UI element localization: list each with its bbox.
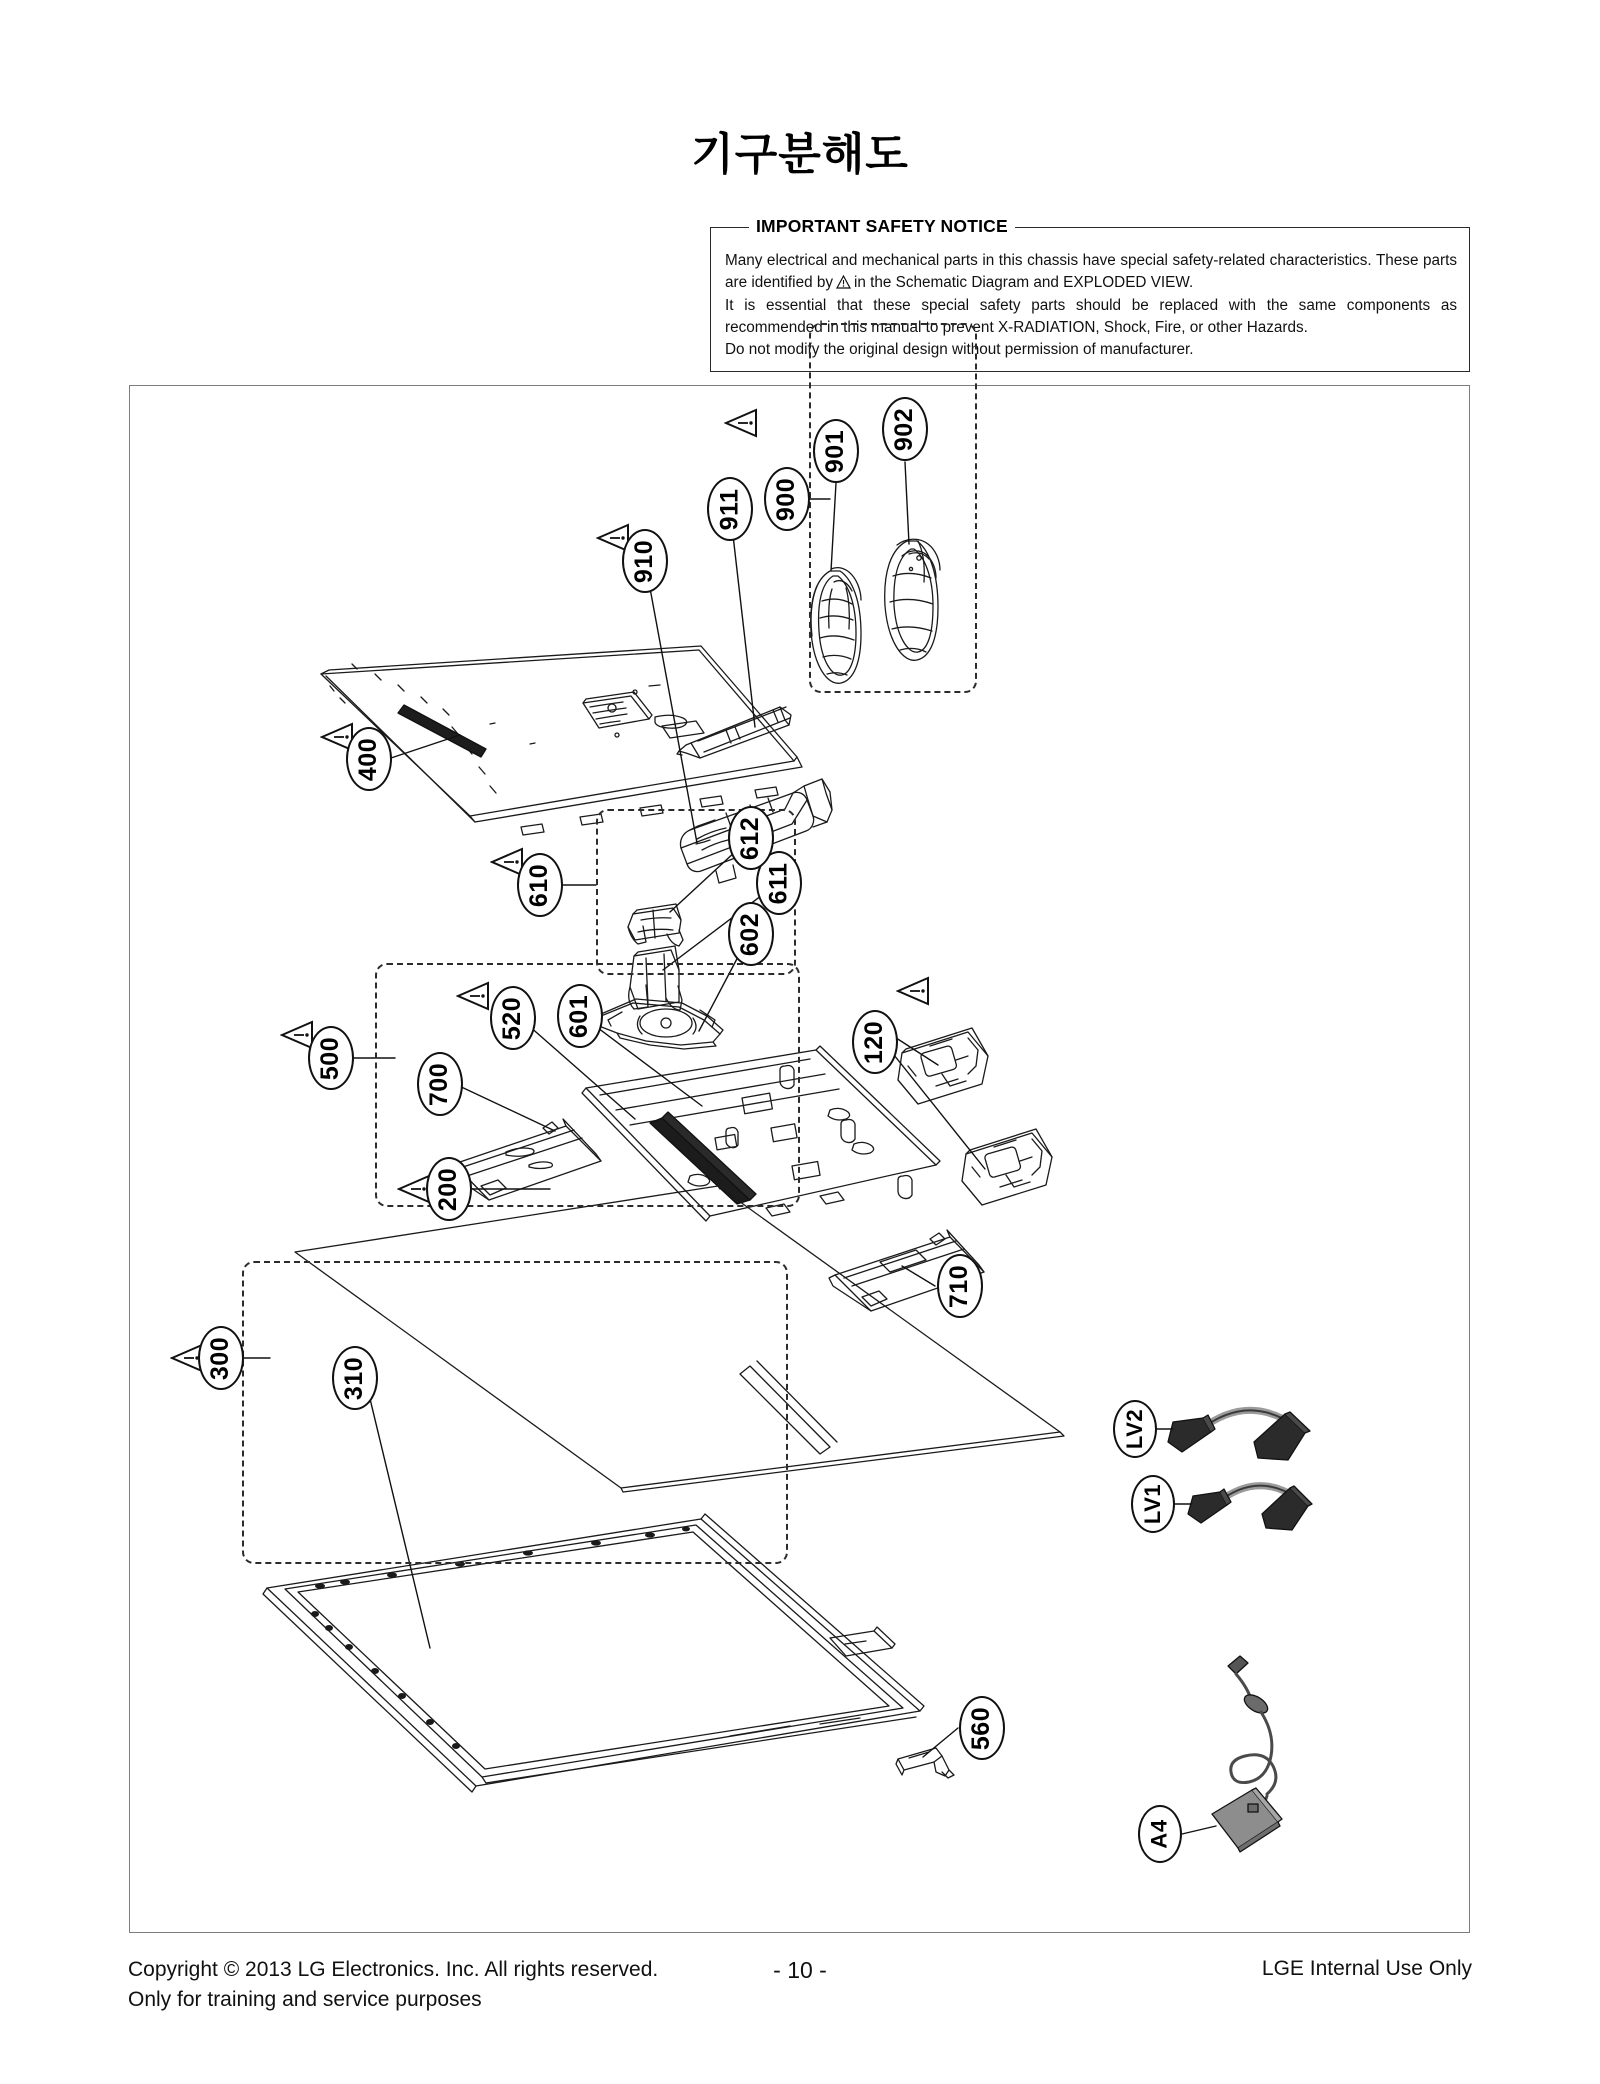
callout-lv1-label: LV1 — [1140, 1483, 1165, 1525]
callout-400[interactable] — [346, 727, 392, 791]
exploded-view-drawing — [130, 386, 1471, 1934]
page-footer — [0, 1955, 1600, 2045]
callout-lv1[interactable] — [1131, 1475, 1175, 1533]
copyright-line-1: Copyright © 2013 LG Electronics. Inc. All rights reserved. — [128, 1958, 659, 1981]
callout-611-label: 611 — [764, 862, 793, 904]
callout-560[interactable] — [959, 1696, 1005, 1760]
callout-910-label: 910 — [630, 539, 659, 583]
callout-901[interactable] — [813, 419, 859, 483]
callout-a4-label: A4 — [1147, 1819, 1172, 1849]
page-number: - 10 - — [773, 1957, 827, 1983]
callout-400-label: 400 — [354, 737, 383, 781]
callout-120-label: 120 — [860, 1020, 889, 1064]
callout-900[interactable] — [764, 467, 810, 531]
warning-triangle-icon-120 — [896, 976, 930, 1006]
callout-911-label: 911 — [715, 488, 744, 530]
callout-601-label: 601 — [565, 994, 594, 1038]
callout-601[interactable] — [557, 984, 603, 1048]
stylus-911-art — [677, 707, 791, 758]
safety-notice-paragraph-3: Do not modify the original design without permission of manufacturer. — [725, 340, 1194, 358]
speaker-120-upper-art — [898, 1028, 988, 1104]
callout-520[interactable] — [490, 986, 536, 1050]
warning-triangle-icon-900 — [724, 408, 758, 438]
callout-901-label: 901 — [821, 429, 850, 473]
callout-120[interactable] — [852, 1010, 898, 1074]
callout-560-label: 560 — [967, 1706, 996, 1750]
speaker-120-lower-art — [962, 1129, 1052, 1205]
callout-911[interactable] — [707, 477, 753, 541]
internal-use-note: LGE Internal Use Only — [1261, 1957, 1472, 1980]
safety-notice-paragraph-2: It is essential that these special safety parts should be replaced with the same components as recommended in this manual to prevent X-RADIATION, Shock, Fire, or other Hazards. — [725, 297, 1457, 337]
safety-notice-legend: IMPORTANT SAFETY NOTICE — [749, 216, 1015, 237]
safety-notice-line1b: in the Schematic Diagram and EXPLODED VIEW. — [854, 273, 1194, 291]
safety-notice-line1a: Many electrical and mechanical parts in this chassis have special safety-related characteristics. These parts are identified by — [725, 252, 1457, 291]
callout-700-label: 700 — [425, 1062, 454, 1106]
callout-710-label: 710 — [945, 1264, 974, 1308]
page-title: 기구분해도 — [691, 129, 909, 180]
callout-a4[interactable] — [1138, 1805, 1182, 1863]
callout-310[interactable] — [332, 1346, 378, 1410]
callout-612-label: 612 — [736, 816, 765, 860]
callout-910[interactable] — [622, 529, 668, 593]
callout-602-label: 602 — [736, 912, 765, 956]
callout-300-label: 300 — [206, 1336, 235, 1380]
callout-700[interactable] — [417, 1052, 463, 1116]
callout-300[interactable] — [198, 1326, 244, 1390]
callout-200[interactable] — [426, 1157, 472, 1221]
callout-200-label: 200 — [434, 1167, 463, 1211]
group-box-300 — [242, 1261, 788, 1564]
callout-902[interactable] — [882, 397, 928, 461]
callout-612[interactable] — [728, 806, 774, 870]
callout-602[interactable] — [728, 902, 774, 966]
callout-lv2[interactable] — [1113, 1400, 1157, 1458]
callout-710[interactable] — [937, 1254, 983, 1318]
callout-500[interactable] — [308, 1026, 354, 1090]
callout-lv2-label: LV2 — [1122, 1408, 1147, 1450]
power-adapter-a4-art — [1212, 1656, 1282, 1852]
group-box-900 — [809, 323, 977, 693]
callout-610[interactable] — [517, 853, 563, 917]
copyright-line-2: Only for training and service purposes — [128, 1987, 482, 2011]
callout-610-label: 610 — [525, 863, 554, 907]
callout-902-label: 902 — [890, 407, 919, 451]
callout-520-label: 520 — [498, 996, 527, 1040]
callout-900-label: 900 — [772, 477, 801, 521]
callout-500-label: 500 — [316, 1036, 345, 1080]
cable-lv1-art — [1188, 1486, 1312, 1530]
warning-triangle-icon-520 — [456, 981, 490, 1011]
warning-triangle-icon — [836, 274, 851, 296]
callout-310-label: 310 — [340, 1356, 369, 1400]
cable-lv2-art — [1168, 1410, 1310, 1460]
latch-560-art — [896, 1748, 954, 1778]
safety-notice-paragraph-1 — [725, 250, 1457, 295]
exploded-view-frame — [129, 385, 1470, 1933]
